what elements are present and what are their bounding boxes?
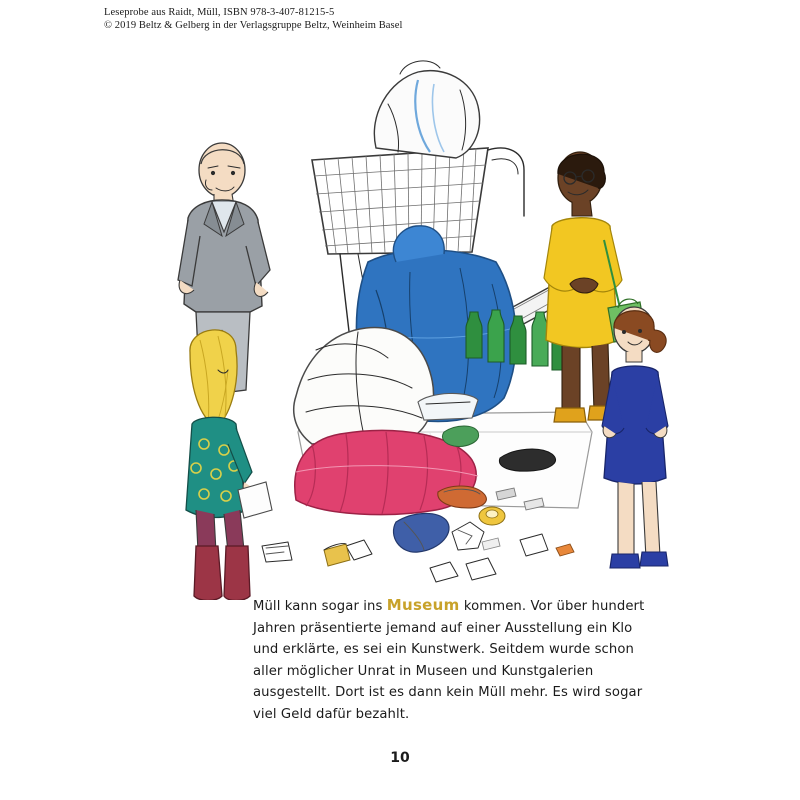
paragraph-text-before: Müll kann sogar ins bbox=[253, 599, 387, 614]
credit-line-publisher: © 2019 Beltz & Gelberg in der Verlagsgruppe Beltz, Weinheim Basel bbox=[104, 20, 403, 31]
plastic-tray bbox=[418, 393, 478, 420]
girl-blue-dress bbox=[602, 307, 668, 568]
page-number: 10 bbox=[390, 750, 410, 766]
body-paragraph bbox=[253, 595, 653, 725]
white-plastic-bag bbox=[374, 61, 479, 158]
highlight-word-museum: Museum bbox=[386, 596, 460, 614]
credit-line-source: Leseprobe aus Raidt, Müll, ISBN 978-3-407-81215-5 bbox=[104, 7, 335, 18]
blonde-girl-green-dress bbox=[186, 330, 272, 600]
trash-pile-museum-illustration bbox=[100, 40, 700, 600]
white-mattress bbox=[294, 327, 434, 444]
copyright-credits bbox=[104, 6, 403, 32]
paragraph-text-after: kommen. Vor über hundert Jahren präsentierte jemand auf einer Ausstellung ein Klo und erklärte, es sei ein Kunstwerk. Seitdem wurde schon aller möglicher Unrat in Museen und Kunstgalerien ausgestellt. Dort ist es dann kein Müll mehr. Es wird sogar viel Geld dafür bezahlt. bbox=[253, 599, 645, 722]
